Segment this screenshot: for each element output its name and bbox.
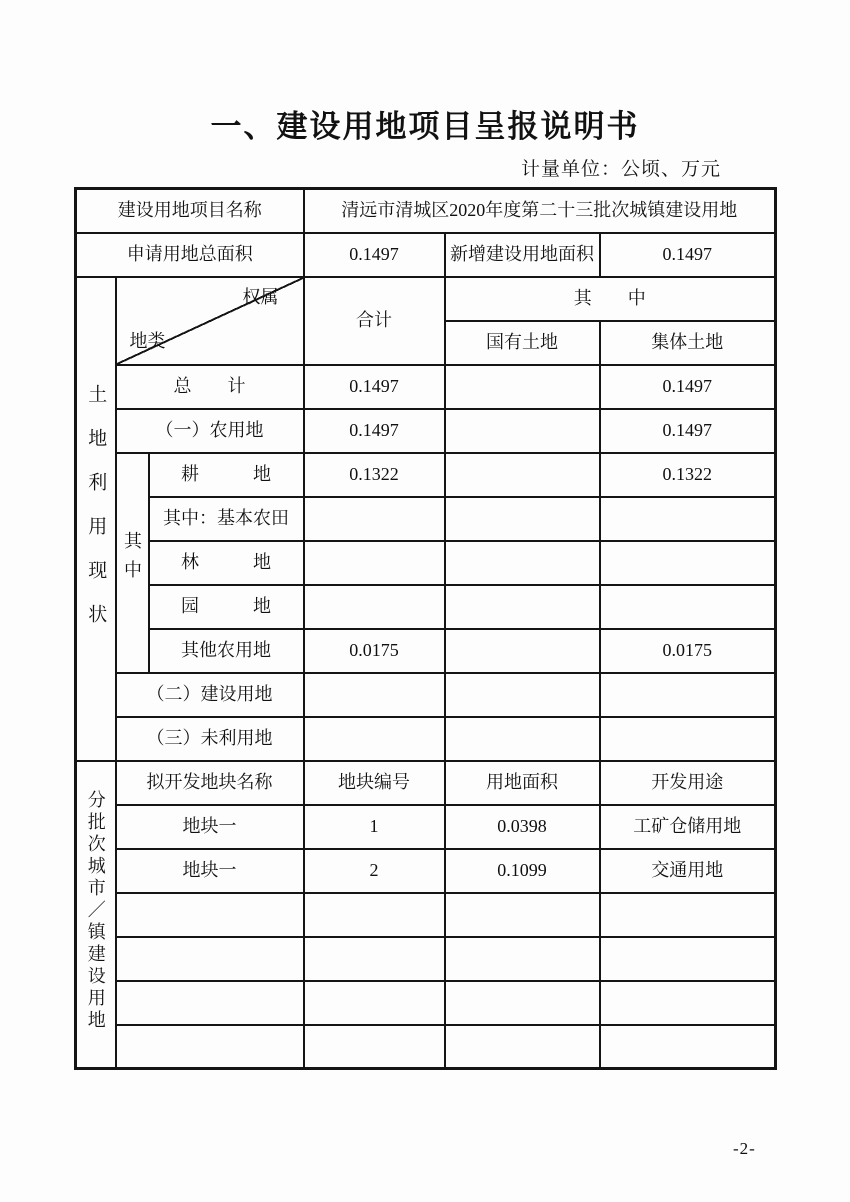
row-grand-total-collective: 0.1497	[600, 365, 776, 409]
row-unused-total	[304, 717, 445, 761]
batch-row4-use	[600, 937, 776, 981]
row-grand-total-total: 0.1497	[304, 365, 445, 409]
batch-row2-no: 2	[304, 849, 445, 893]
batch-row6-no	[304, 1025, 445, 1069]
row-garden-collective	[600, 585, 776, 629]
batch-row2-area: 0.1099	[445, 849, 600, 893]
row-basic-farmland-label: 其中：基本农田	[149, 497, 304, 541]
row-agricultural-total: 0.1497	[304, 409, 445, 453]
row-forest-label: 林 地	[149, 541, 304, 585]
batch-col-area: 用地面积	[445, 761, 600, 805]
batch-row1-area: 0.0398	[445, 805, 600, 849]
row-other-agri-label: 其他农用地	[149, 629, 304, 673]
batch-row5-area	[445, 981, 600, 1025]
new-area-label-cell: 新增建设用地面积	[445, 233, 600, 277]
batch-row6-area	[445, 1025, 600, 1069]
batch-row5-name	[116, 981, 304, 1025]
new-area-value-cell: 0.1497	[600, 233, 776, 277]
row-agricultural-state	[445, 409, 600, 453]
batch-section-label	[76, 761, 116, 1069]
row-construction-state	[445, 673, 600, 717]
batch-row2-use: 交通用地	[600, 849, 776, 893]
row-forest-total	[304, 541, 445, 585]
row-unused-collective	[600, 717, 776, 761]
batch-col-use: 开发用途	[600, 761, 776, 805]
col-header-state-land: 国有土地	[445, 321, 600, 365]
row-basic-farmland-total	[304, 497, 445, 541]
row-grand-total-state	[445, 365, 600, 409]
applied-area-value-cell: 0.1497	[304, 233, 445, 277]
batch-row6-name	[116, 1025, 304, 1069]
row-other-agri-state	[445, 629, 600, 673]
project-name-label-cell: 建设用地项目名称	[76, 189, 304, 233]
row-basic-farmland-state	[445, 497, 600, 541]
row-construction-collective	[600, 673, 776, 717]
measurement-unit-note: 计量单位：公顷、万元	[521, 159, 722, 180]
row-agricultural-collective: 0.1497	[600, 409, 776, 453]
landuse-section-label	[76, 277, 116, 761]
row-grand-total-label: 总 计	[116, 365, 304, 409]
batch-col-name: 拟开发地块名称	[116, 761, 304, 805]
row-construction-label: （二）建设用地	[116, 673, 304, 717]
applied-area-label-cell: 申请用地总面积	[76, 233, 304, 277]
batch-row3-area	[445, 893, 600, 937]
row-cultivated-state	[445, 453, 600, 497]
diagonal-header-cell	[116, 277, 304, 365]
row-construction-total	[304, 673, 445, 717]
batch-row3-name	[116, 893, 304, 937]
row-garden-total	[304, 585, 445, 629]
batch-row4-name	[116, 937, 304, 981]
page-title: 一、建设用地项目呈报说明书	[210, 109, 640, 144]
land-application-table	[74, 187, 777, 1070]
batch-row1-name: 地块一	[116, 805, 304, 849]
batch-row6-use	[600, 1025, 776, 1069]
diagonal-landtype-label: 地类	[129, 330, 166, 351]
page-number: -2-	[733, 1139, 756, 1158]
project-name-value-cell: 清远市清城区2020年度第二十三批次城镇建设用地	[304, 189, 776, 233]
batch-section-label-text: 分批次城市／镇建设用地	[85, 790, 106, 1033]
row-garden-state	[445, 585, 600, 629]
batch-row3-no	[304, 893, 445, 937]
row-agricultural-label: （一）农用地	[116, 409, 304, 453]
row-garden-label: 园 地	[149, 585, 304, 629]
row-basic-farmland-collective	[600, 497, 776, 541]
col-header-total: 合计	[304, 277, 445, 365]
batch-row5-no	[304, 981, 445, 1025]
batch-row4-no	[304, 937, 445, 981]
row-forest-collective	[600, 541, 776, 585]
batch-row1-use: 工矿仓储用地	[600, 805, 776, 849]
among-which-vertical-text: 其中	[122, 530, 142, 589]
batch-row1-no: 1	[304, 805, 445, 849]
row-other-agri-total: 0.0175	[304, 629, 445, 673]
batch-row5-use	[600, 981, 776, 1025]
row-other-agri-collective: 0.0175	[600, 629, 776, 673]
col-header-collective-land: 集体土地	[600, 321, 776, 365]
batch-col-no: 地块编号	[304, 761, 445, 805]
row-unused-label: （三）未利用地	[116, 717, 304, 761]
col-header-among: 其 中	[445, 277, 776, 321]
landuse-section-label-text: 土地利用现状	[85, 383, 107, 648]
row-cultivated-label: 耕 地	[149, 453, 304, 497]
row-cultivated-collective: 0.1322	[600, 453, 776, 497]
row-cultivated-total: 0.1322	[304, 453, 445, 497]
batch-row2-name: 地块一	[116, 849, 304, 893]
row-forest-state	[445, 541, 600, 585]
batch-row3-use	[600, 893, 776, 937]
diagonal-ownership-label: 权属	[242, 286, 279, 307]
among-which-vertical-label	[116, 453, 149, 673]
batch-row4-area	[445, 937, 600, 981]
row-unused-state	[445, 717, 600, 761]
